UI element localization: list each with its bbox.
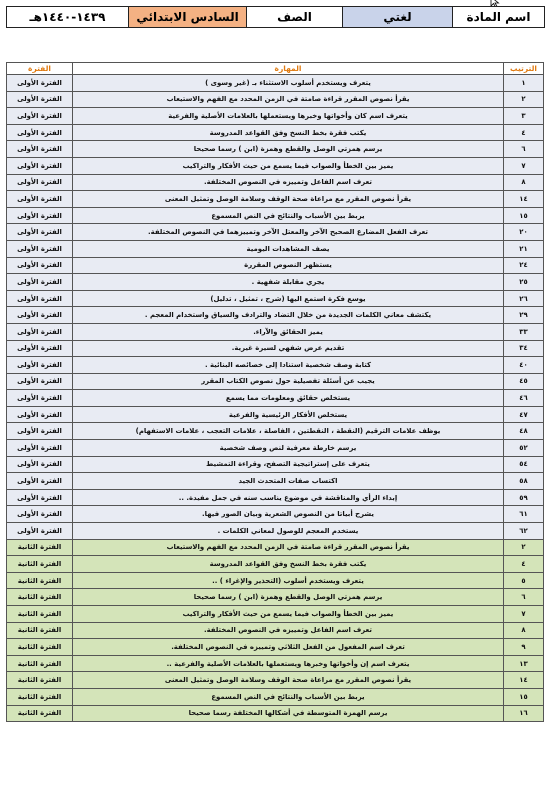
skill-cell: يكتشف معاني الكلمات الجديدة من خلال التضاد والترادف والسياق واستخدام المعجم .: [73, 307, 504, 324]
grade-value: السادس الابتدائي: [129, 7, 247, 28]
row-number-cell: ٣: [504, 108, 544, 125]
table-row: [7, 157, 544, 174]
row-number-cell: ٨: [504, 174, 544, 191]
skill-cell: كتابة وصف شخصية استنادا إلى خصائصه البنائية .: [73, 357, 504, 374]
row-number-cell: ٥٢: [504, 440, 544, 457]
row-number-cell: ١٥: [504, 207, 544, 224]
period-cell: الفترة الثانية: [7, 539, 73, 556]
table-row: [7, 323, 544, 340]
row-number-cell: ٣٣: [504, 323, 544, 340]
period-cell: الفترة الأولى: [7, 357, 73, 374]
period-cell: الفترة الأولى: [7, 523, 73, 540]
period-cell: الفترة الأولى: [7, 240, 73, 257]
table-row: [7, 506, 544, 523]
table-row: [7, 191, 544, 208]
period-cell: الفترة الأولى: [7, 307, 73, 324]
period-cell: الفترة الأولى: [7, 440, 73, 457]
table-row: [7, 108, 544, 125]
period-cell: الفترة الأولى: [7, 373, 73, 390]
skill-cell: اكتساب صفات المتحدث الجيد: [73, 473, 504, 490]
skill-cell: يكتب فقرة بخط النسخ وفق القواعد المدروسة: [73, 556, 504, 573]
table-row: [7, 589, 544, 606]
period-cell: الفترة الأولى: [7, 423, 73, 440]
skill-cell: يكتب فقرة بخط النسخ وفق القواعد المدروسة: [73, 124, 504, 141]
table-row: [7, 489, 544, 506]
grade-label: الصف: [247, 7, 343, 28]
skill-cell: يرسم همزتي الوصل والقطع وهمزة (ابن ) رسما صحيحا: [73, 589, 504, 606]
table-row: [7, 75, 544, 92]
table-row: [7, 340, 544, 357]
table-row: [7, 523, 544, 540]
table-row: [7, 141, 544, 158]
row-number-cell: ٢: [504, 539, 544, 556]
period-cell: الفترة الأولى: [7, 274, 73, 291]
period-cell: الفترة الأولى: [7, 506, 73, 523]
table-row: [7, 440, 544, 457]
table-header-row: [7, 63, 544, 75]
period-cell: الفترة الأولى: [7, 340, 73, 357]
skill-cell: يتعرف اسم إن وأخواتها وخبرها ويستعملها بالعلامات الأصلية والفرعية ..: [73, 655, 504, 672]
row-number-cell: ٢٦: [504, 290, 544, 307]
table-row: [7, 556, 544, 573]
row-number-cell: ١٥: [504, 688, 544, 705]
row-number-cell: ٦١: [504, 506, 544, 523]
skill-cell: يجري مقابلة شفهية .: [73, 274, 504, 291]
period-cell: الفترة الأولى: [7, 191, 73, 208]
row-number-cell: ٦: [504, 589, 544, 606]
table-row: [7, 224, 544, 241]
row-number-cell: ٢: [504, 91, 544, 108]
period-cell: الفترة الأولى: [7, 390, 73, 407]
row-number-cell: ٢١: [504, 240, 544, 257]
skill-cell: يرسم الهمزة المتوسطة في أشكالها المختلفة رسما صحيحا: [73, 705, 504, 722]
skill-cell: يجيب عن أسئلة تفصيلية حول نصوص الكتاب المقرر: [73, 373, 504, 390]
row-number-cell: ٥٩: [504, 489, 544, 506]
period-cell: الفترة الثانية: [7, 556, 73, 573]
row-number-cell: ٤٠: [504, 357, 544, 374]
period-cell: الفترة الأولى: [7, 406, 73, 423]
subject-label: اسم المادة: [453, 7, 545, 28]
period-cell: الفترة الثانية: [7, 705, 73, 722]
skill-cell: تعرف اسم الفاعل وتمييزه في النصوص المختلفة.: [73, 622, 504, 639]
period-cell: الفترة الأولى: [7, 257, 73, 274]
skill-cell: تعرف اسم الفاعل وتمييزه في النصوص المختلفة.: [73, 174, 504, 191]
table-row: [7, 124, 544, 141]
table-row: [7, 257, 544, 274]
row-number-cell: ٦: [504, 141, 544, 158]
table-row: [7, 174, 544, 191]
period-cell: الفترة الأولى: [7, 489, 73, 506]
skill-cell: يقرأ نصوص المقرر قراءة صامتة في الزمن المحدد مع الفهم والاستيعاب: [73, 539, 504, 556]
skill-cell: يستخلص حقائق ومعلومات مما يسمع: [73, 390, 504, 407]
table-row: [7, 539, 544, 556]
period-cell: الفترة الأولى: [7, 323, 73, 340]
skill-cell: يشرح أبياتا من النصوص الشعرية وبيان الصور فيها.: [73, 506, 504, 523]
table-row: [7, 307, 544, 324]
table-row: [7, 274, 544, 291]
table-row: [7, 622, 544, 639]
period-cell: الفترة الثانية: [7, 672, 73, 689]
table-row: [7, 290, 544, 307]
subject-value: لغتي: [343, 7, 453, 28]
table-row: [7, 572, 544, 589]
row-number-cell: ٩: [504, 639, 544, 656]
header-info-table: [6, 6, 545, 28]
period-cell: الفترة الثانية: [7, 572, 73, 589]
period-cell: الفترة الثانية: [7, 589, 73, 606]
skill-cell: يميز الحقائق والآراء.: [73, 323, 504, 340]
table-row: [7, 240, 544, 257]
period-cell: الفترة الأولى: [7, 473, 73, 490]
table-row: [7, 390, 544, 407]
table-row: [7, 91, 544, 108]
period-cell: الفترة الثانية: [7, 606, 73, 623]
row-number-cell: ١٣: [504, 655, 544, 672]
period-cell: الفترة الأولى: [7, 174, 73, 191]
table-row: [7, 672, 544, 689]
skill-cell: يستخلص الأفكار الرئيسية والفرعية: [73, 406, 504, 423]
row-number-cell: ١٤: [504, 191, 544, 208]
table-row: [7, 406, 544, 423]
row-number-cell: ١٤: [504, 672, 544, 689]
row-number-cell: ١٦: [504, 705, 544, 722]
row-number-cell: ٧: [504, 157, 544, 174]
period-cell: الفترة الأولى: [7, 207, 73, 224]
period-cell: الفترة الأولى: [7, 157, 73, 174]
period-cell: الفترة الأولى: [7, 124, 73, 141]
period-cell: الفترة الأولى: [7, 75, 73, 92]
skill-cell: يتعرف على إستراتيجية التصفح، وقراءة التمشيط: [73, 456, 504, 473]
table-row: [7, 207, 544, 224]
column-header-number: الترتيب: [504, 63, 544, 75]
skill-cell: يربط بين الأسباب والنتائج في النص المسموع: [73, 207, 504, 224]
period-cell: الفترة الثانية: [7, 622, 73, 639]
skill-cell: تعرف الفعل المضارع الصحيح الآخر والمعتل الآخر وتمييزهما في النصوص المختلفة.: [73, 224, 504, 241]
period-cell: الفترة الثانية: [7, 655, 73, 672]
skill-cell: إبداء الرأي والمناقشة في موضوع يناسب سنه في جمل مفيدة. ..: [73, 489, 504, 506]
row-number-cell: ٤٨: [504, 423, 544, 440]
row-number-cell: ٥٤: [504, 456, 544, 473]
skill-cell: يتعرف اسم كان وأخواتها وخبرها ويستعملها بالعلامات الأصلية والفرعية: [73, 108, 504, 125]
period-cell: الفترة الأولى: [7, 141, 73, 158]
skill-cell: يربط بين الأسباب والنتائج في النص المسموع: [73, 688, 504, 705]
row-number-cell: ٥٨: [504, 473, 544, 490]
table-row: [7, 373, 544, 390]
skill-cell: تقديم عرض شفهي لسيرة غيرية.: [73, 340, 504, 357]
column-header-skill: المهارة: [73, 63, 504, 75]
row-number-cell: ٢٤: [504, 257, 544, 274]
row-number-cell: ٤٧: [504, 406, 544, 423]
period-cell: الفترة الأولى: [7, 224, 73, 241]
column-header-period: الفترة: [7, 63, 73, 75]
row-number-cell: ٦٢: [504, 523, 544, 540]
skill-cell: يتعرف ويستخدم أسلوب الاستثناء بـ (غير وسوى ): [73, 75, 504, 92]
row-number-cell: ٤: [504, 124, 544, 141]
skill-cell: يوسع فكرة استمع اليها (شرح ، تمثيل ، تدليل): [73, 290, 504, 307]
skill-cell: يتعرف ويستخدم أسلوب (التحذير والإغراء ) ..: [73, 572, 504, 589]
table-row: [7, 423, 544, 440]
row-number-cell: ٢٥: [504, 274, 544, 291]
period-cell: الفترة الأولى: [7, 290, 73, 307]
table-row: [7, 357, 544, 374]
period-cell: الفترة الثانية: [7, 688, 73, 705]
skill-cell: يميز بين الخطأ والصواب فيما يسمع من حيث الأفكار والتراكيب: [73, 157, 504, 174]
period-cell: الفترة الثانية: [7, 639, 73, 656]
row-number-cell: ٢٩: [504, 307, 544, 324]
skill-cell: يرسم خارطة معرفية لنص وصف شخصية: [73, 440, 504, 457]
skill-cell: يقرأ نصوص المقرر مع مراعاة صحة الوقف وسلامة الوصل وتمثيل المعنى: [73, 191, 504, 208]
academic-year: ١٤٣٩-١٤٤٠هـ: [7, 7, 129, 28]
skill-cell: يقرأ نصوص المقرر قراءة صامتة في الزمن المحدد مع الفهم والاستيعاب: [73, 91, 504, 108]
row-number-cell: ٤: [504, 556, 544, 573]
row-number-cell: ٤٥: [504, 373, 544, 390]
skill-cell: يستخدم المعجم للوصول لمعاني الكلمات .: [73, 523, 504, 540]
skill-cell: يرسم همزتي الوصل والقطع وهمزة (ابن ) رسما صحيحا: [73, 141, 504, 158]
skill-cell: تعرف اسم المفعول من الفعل الثلاثي وتمييزه في النصوص المختلفة.: [73, 639, 504, 656]
row-number-cell: ١: [504, 75, 544, 92]
skill-cell: يوظف علامات الترقيم (النقطة ، النقطتين ، الفاصلة ، علامات التعجب ، علامات الاستفهام): [73, 423, 504, 440]
row-number-cell: ٢٠: [504, 224, 544, 241]
row-number-cell: ٧: [504, 606, 544, 623]
skill-cell: يستظهر النصوص المقررة: [73, 257, 504, 274]
skill-cell: يصف المشاهدات اليومية: [73, 240, 504, 257]
row-number-cell: ٨: [504, 622, 544, 639]
period-cell: الفترة الأولى: [7, 108, 73, 125]
skill-cell: يقرأ نصوص المقرر مع مراعاة صحة الوقف وسلامة الوصل وتمثيل المعنى: [73, 672, 504, 689]
table-row: [7, 688, 544, 705]
period-cell: الفترة الأولى: [7, 91, 73, 108]
table-row: [7, 456, 544, 473]
row-number-cell: ٣٤: [504, 340, 544, 357]
skill-cell: يميز بين الخطأ والصواب فيما يسمع من حيث الأفكار والتراكيب: [73, 606, 504, 623]
table-row: [7, 705, 544, 722]
table-row: [7, 473, 544, 490]
table-row: [7, 606, 544, 623]
period-cell: الفترة الأولى: [7, 456, 73, 473]
table-row: [7, 655, 544, 672]
table-row: [7, 639, 544, 656]
skills-table: [6, 62, 544, 722]
row-number-cell: ٥: [504, 572, 544, 589]
row-number-cell: ٤٦: [504, 390, 544, 407]
